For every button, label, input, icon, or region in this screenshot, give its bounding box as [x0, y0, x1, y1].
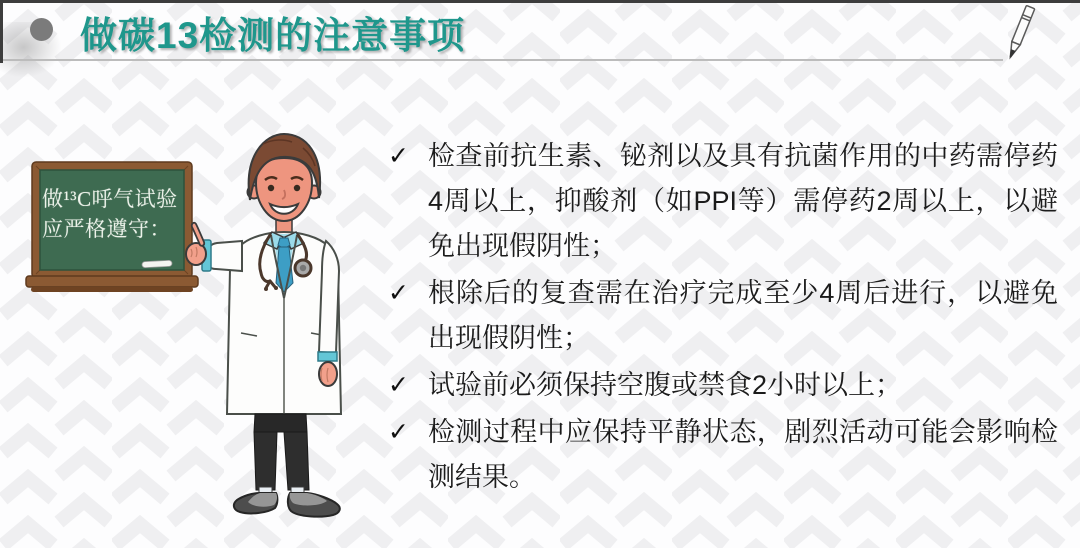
chalkboard — [24, 160, 200, 296]
checklist-item-text: 试验前必须保持空腹或禁食2小时以上； — [428, 370, 903, 400]
chalkboard-line-1: 做¹³C呼气试验 — [42, 187, 178, 211]
checklist-item — [386, 134, 1058, 269]
checklist-item — [386, 363, 1058, 408]
checklist-item-text: 检查前抗生素、铋剂以及具有抗菌作用的中药需停药4周以上，抑酸剂（如PPI等）需停药2周以上，以避免出现假阴性； — [428, 141, 1058, 261]
chalkboard-text — [42, 184, 184, 244]
checklist-item-text: 检测过程中应保持平静状态，剧烈活动可能会影响检测结果。 — [428, 417, 1058, 492]
top-edge-border — [0, 0, 1080, 3]
page-title: 做碳13检测的注意事项 — [80, 15, 466, 56]
checklist-item — [386, 410, 1058, 500]
check-icon: ✓ — [388, 142, 409, 170]
pencil-icon — [995, 0, 1045, 64]
chalkboard-line-2: 应严格遵守： — [42, 217, 171, 241]
checklist — [386, 134, 1058, 502]
check-icon: ✓ — [388, 279, 409, 307]
check-icon: ✓ — [388, 371, 409, 399]
checklist-item-text: 根除后的复查需在治疗完成至少4周后进行，以避免出现假阴性； — [428, 278, 1058, 353]
left-edge-border — [0, 0, 3, 63]
checklist-item — [386, 271, 1058, 361]
title-underline — [0, 59, 1003, 61]
check-icon: ✓ — [388, 418, 409, 446]
title-bullet — [30, 18, 53, 41]
doctor-illustration — [183, 128, 358, 538]
